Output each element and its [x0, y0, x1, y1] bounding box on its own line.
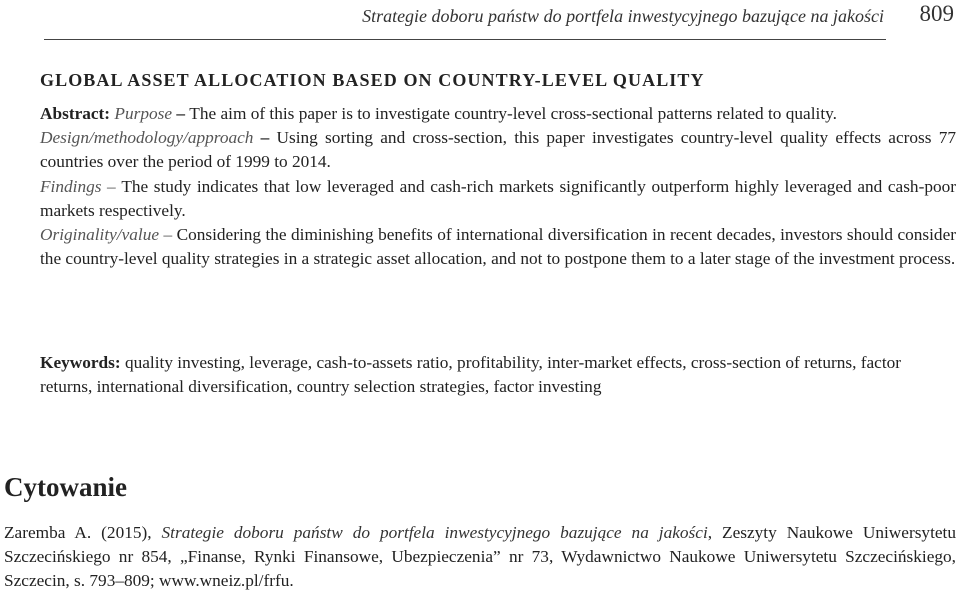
running-header — [0, 0, 960, 40]
abstract-originality — [40, 223, 956, 271]
citation-author-year: Zaremba A. (2015), — [4, 523, 162, 542]
keywords-paragraph — [40, 351, 956, 399]
abstract — [40, 102, 956, 271]
citation — [4, 521, 956, 594]
citation-heading: Cytowanie — [4, 472, 127, 502]
purpose-label: Purpose — [114, 104, 172, 123]
originality-label: Originality/value — [40, 225, 160, 245]
header-rule — [44, 39, 886, 40]
abstract-label: Abstract: — [40, 104, 111, 123]
purpose-text: The aim of this paper is to investigate country-level cross-sectional patterns related to quality. — [189, 104, 837, 123]
keywords — [40, 351, 956, 399]
citation-title: Strategie doboru państw do portfela inwestycyjnego bazujące na jakości — [161, 523, 708, 542]
purpose-separator: – — [172, 104, 190, 123]
citation-rest: , Zeszyty Naukowe Uniwersytetu Szczecińskiego nr 854, „Finanse, Rynki Finansowe, Ubezpieczenia” nr 73, Wydawnictwo Naukowe Uniwersytetu Szczecińskiego, Szczecin, s. 793–809; www.wneiz.pl/frfu. — [4, 523, 956, 591]
abstract-design — [40, 126, 956, 174]
page-number: 809 — [919, 1, 954, 26]
findings-separator: – — [101, 176, 122, 196]
findings-text: The study indicates that low leveraged and cash-rich markets significantly outperform highly leveraged and cash-poor markets respectively. — [40, 176, 957, 220]
design-text: Using sorting and cross-section, this paper investigates country-level quality effects across 77 countries over the period of 1999 to 2014. — [40, 128, 956, 172]
design-separator: – — [253, 128, 277, 148]
citation-paragraph — [4, 521, 956, 594]
abstract-findings — [40, 175, 956, 223]
paper-title: GLOBAL ASSET ALLOCATION BASED ON COUNTRY-LEVEL QUALITY — [40, 70, 705, 90]
originality-separator: – — [159, 225, 177, 245]
design-label: Design/methodology/approach — [40, 128, 254, 148]
keywords-text: quality investing, leverage, cash-to-assets ratio, profitability, inter-market effects, cross-section of returns, factor returns, international diversification, country selection strategies, factor investing — [40, 353, 902, 397]
keywords-label: Keywords: — [40, 353, 121, 372]
originality-text: Considering the diminishing benefits of international diversification in recent decades, investors should consider the country-level quality strategies in a strategic asset allocation, and not to postpone them to a later stage of the investment process. — [40, 225, 957, 269]
abstract-purpose — [40, 102, 956, 126]
findings-label: Findings — [40, 176, 102, 196]
running-title: Strategie doboru państw do portfela inwestycyjnego bazujące na jakości — [362, 6, 884, 26]
